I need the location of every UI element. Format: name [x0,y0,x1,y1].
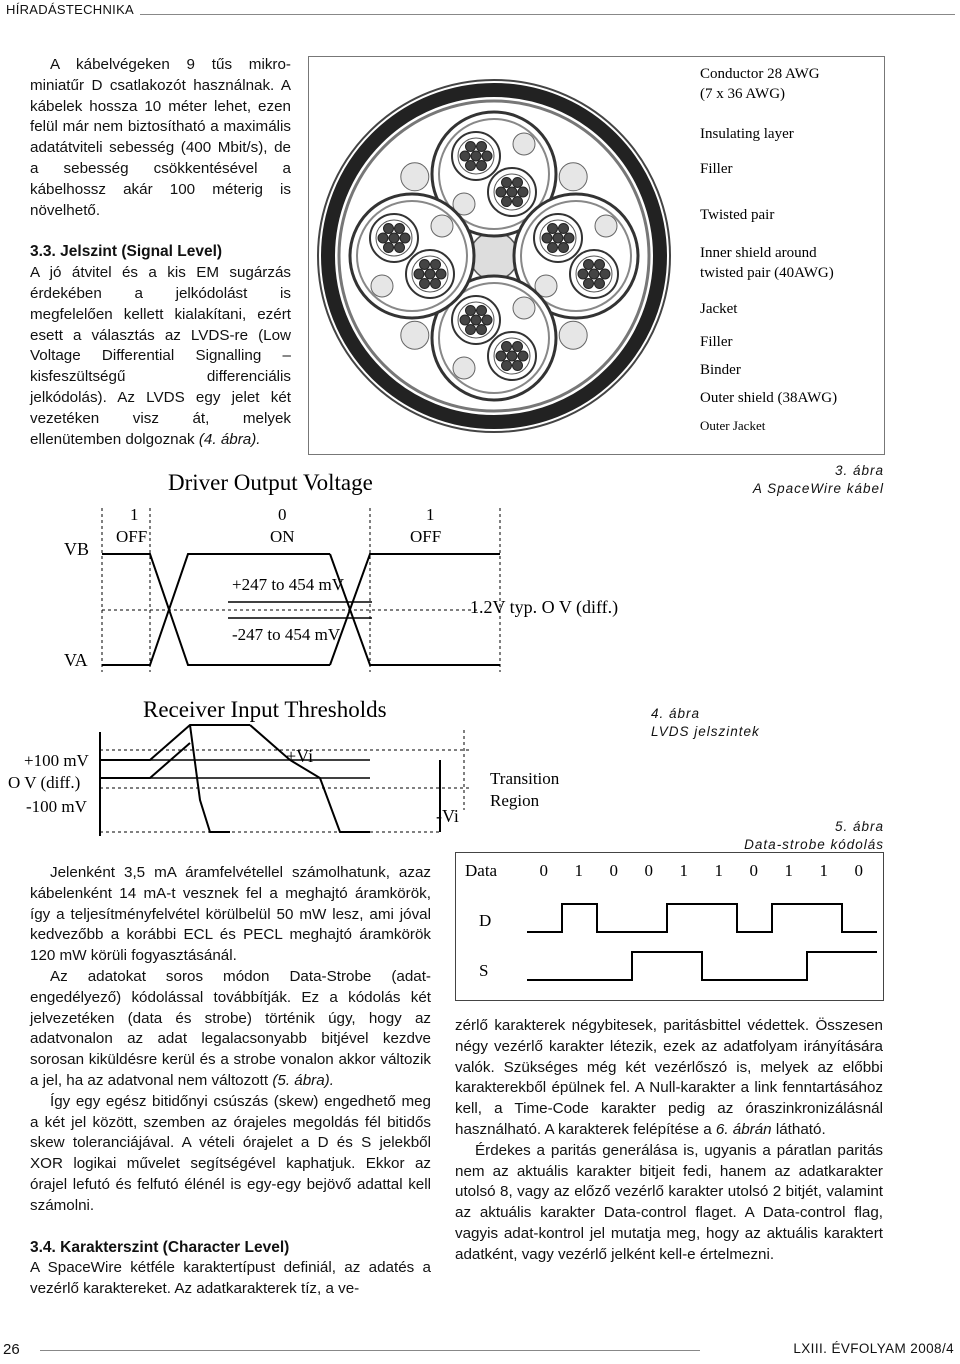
figure-6-reference: 6. ábrán [715,1120,772,1138]
conductor-strand [507,351,517,361]
state-2-label: ON [270,527,295,546]
data-strobe-paragraph: Az adatokat soros módon Data-Strobe (adat-engedélyező) kódolással továbbítják. Ez a kódolás két jelvezetéken (data és strobe) történik úgy, hogy az adatvonalon az adat legalacsonyabb bitjével kezdve sorosan kiküldésre kerül és a strobe vonalon akkor változik a jel, ha az adatvonal nem változott (5. ábra). [30,967,431,1089]
conductor-strand [420,279,430,289]
figure-5-data-strobe-diagram [455,852,885,1002]
conductor-strand [384,223,394,233]
bottom-right-column [455,1016,883,1266]
label-filler-2: Filler [700,334,733,350]
d-signal-label: D [479,911,492,930]
footer-rule [40,1350,700,1351]
state-3-label: OFF [410,527,442,546]
conductor-strand [553,233,563,243]
figure-4-caption: 4. ábra LVDS jelszintek [651,706,760,739]
conductor-strand [482,315,492,325]
page-number: 26 [3,1341,20,1358]
data-bit: 1 [784,861,793,880]
section-3-3-paragraph: A jó átvitel és a kis EM sugárzás érdekében a jelkódolást is megfelelően kellett kialakítani, ezért esett a választás az LVDS-re (Low Voltage Differential Signalling – kisfeszültségű differenciális jelkódolás). Az LVDS egy jelet két vezetéken visz át, melyek ellenütemben dolgoznak (4. ábra). [30,264,291,448]
label-binder: Binder [700,362,741,378]
minus-vi-label: -Vi [436,806,459,826]
intro-paragraph: A kábelvégeken 9 tűs mikro-miniatűr D csatlakozót használnak. A kábelek hossza 10 méter lehet, ezen felül már nem biztosítható a maximális adatátviteli sebesség (400 Mbit/s), de a sebesség csökkentésével a kábelhossz akár 100 méterig is növelhető. [30,56,291,219]
conductor-strand [389,233,399,243]
label-conductor: Conductor 28 AWG [700,66,820,82]
pair-filler [453,357,475,379]
conductor-strand [584,259,594,269]
conductor-strand [513,361,523,371]
conductor-strand [400,233,410,243]
conductor-strand [431,279,441,289]
control-char-paragraph: zérlő karakterek négybitesek, paritásbittel védettek. Összesen négy vezérlő karakter létezik, ezek az adatfolyam irányítására valók. Szükséges még két vezérlőszó is, melyek az előbbi karakterekből épülnek fel. A Null-karakter a link fenntartásához kell, a Time-Code karakter pedig az óraszinkronizálásnál használható. A karakterek felépítése a 6. ábrán látható. [455,1017,883,1138]
typical-voltage-label: 1.2V typ. O V (diff.) [470,597,619,617]
conductor-strand [542,233,552,243]
conductor-strand [584,279,594,289]
conductor-strand [477,325,487,335]
top-left-column [30,55,291,450]
label-outer-shield: Outer shield (38AWG) [700,390,838,406]
plus-100mv-label: +100 mV [24,751,89,770]
pair-filler [513,133,535,155]
outer-filler [559,321,587,349]
data-bit: 1 [574,861,583,880]
pair-shield [357,201,467,311]
conductor-strand [420,259,430,269]
driver-output-title: Driver Output Voltage [168,470,373,495]
volume-label: LXIII. ÉVFOLYAM 2008/4 [793,1341,954,1356]
transition-label: Transition [490,769,560,788]
state-3-bit: 1 [426,505,435,524]
data-row-label: Data [465,861,498,880]
va-label: VA [64,650,88,670]
character-paragraph: A SpaceWire kétféle karaktertípust definiál, az adatés a vezérlő karaktereket. Az adatkarakterek tíz, a ve- [30,1259,431,1298]
twisted-pair [350,194,474,318]
figure-5-reference: (5. ábra). [272,1071,334,1089]
label-inner-shield-spec: twisted pair (40AWG) [700,265,834,281]
state-2-bit: 0 [278,505,287,524]
figure-4-lvds-diagram [0,460,640,838]
conductor-strand [471,315,481,325]
zero-diff-label: O V (diff.) [8,773,81,792]
pair-filler [431,215,453,237]
minus-100mv-label: -100 mV [26,797,87,816]
data-bit: 0 [854,861,863,880]
conductor-strand [395,223,405,233]
conductor-strand [518,187,528,197]
outer-filler [559,163,587,191]
journal-title: HÍRADÁSTECHNIKA [6,2,135,17]
plus-range-label: +247 to 454 mV [232,575,345,594]
conductor-strand [518,351,528,361]
conductor-strand [431,259,441,269]
skew-paragraph: Így egy egész bitidőnyi csúszás (skew) engedhető meg a két jel között, szemben az órajeles megoldás fél bitidős skew toleranciájával. A vételi órajelet a D és S jelekből XOR logikai művelet segítségével kaphatjuk. Ekkor az órajel lefutó és felfutó élénél is egy-egy bejövő adattal kell számolni. [30,1092,431,1214]
conductor-strand [502,197,512,207]
conductor-strand [589,269,599,279]
conductor-strand [395,243,405,253]
power-paragraph: Jelenként 3,5 mA áramfelvétellel számolhatunk, azaz kábelenként 14 mA-t vesznek fel a meghajtó áramkörök, így a teljesítményfelvétel körülbelül 50 mW lesz, ami jóval kedvezőbb a korábbi ECL és PECL meghajtó áramkörök 120 mW körüli fogyasztásánál. [30,864,431,965]
conductor-strand [595,279,605,289]
conductor-strand [466,325,476,335]
data-bit: 0 [644,861,653,880]
figure-3-cable-diagram [308,56,886,456]
conductor-strand [414,269,424,279]
label-twisted-pair: Twisted pair [700,207,775,223]
conductor-strand [559,223,569,233]
conductor-strand [471,151,481,161]
data-bit: 0 [609,861,618,880]
parity-paragraph: Érdekes a paritás generálása is, ugyanis a páratlan paritás nem az aktuális karakter bitjeit fedi, hanem az adatkarakter utolsó 8, vagy az előző vezérlő karakter utolsó 2 bitjét, valamint az aktuális karakter Data-control flaget. A Data-control flag, vagyis adat-kontrol jel mutatja meg, hogy az aktuális karaktert adatként, vagy vezérlő jelként kell-e értelmezni. [455,1141,883,1263]
conductor-strand [482,151,492,161]
plus-vi-label: +Vi [286,746,314,766]
data-bit: 1 [819,861,828,880]
pair-filler [371,275,393,297]
conductor-strand [496,187,506,197]
conductor-strand [507,187,517,197]
s-signal-label: S [479,961,489,980]
pair-filler [595,215,617,237]
figure-5-caption: 5. ábra Data-strobe kódolás [744,819,884,852]
outer-filler [401,321,429,349]
minus-range-label: -247 to 454 mV [232,625,341,644]
conductor-strand [477,305,487,315]
conductor-strand [548,223,558,233]
conductor-strand [460,151,470,161]
data-bit: 0 [539,861,548,880]
outer-filler [401,163,429,191]
header-rule [140,14,955,15]
conductor-strand [436,269,446,279]
section-3-4-heading: 3.4. Karakterszint (Character Level) [30,1238,290,1256]
section-3-3-heading: 3.3. Jelszint (Signal Level) [30,243,223,261]
conductor-strand [425,269,435,279]
conductor-strand [496,351,506,361]
label-insulating-layer: Insulating layer [700,126,794,142]
conductor-strand [513,197,523,207]
figure-4-reference: (4. ábra). [198,430,261,448]
vb-label: VB [64,539,90,559]
conductor-strand [559,243,569,253]
figure-3-caption: 3. ábra A SpaceWire kábel [752,463,884,496]
bottom-left-column [30,863,431,1300]
conductor-strand [600,269,610,279]
conductor-strand [502,177,512,187]
conductor-strand [460,315,470,325]
state-1-label: OFF [116,527,148,546]
conductor-strand [502,341,512,351]
conductor-strand [477,161,487,171]
conductor-strand [378,233,388,243]
data-bit: 1 [679,861,688,880]
conductor-strand [384,243,394,253]
conductor-strand [564,233,574,243]
label-outer-jacket: Outer Jacket [700,418,766,433]
label-filler-1: Filler [700,161,733,177]
conductor-strand [513,177,523,187]
state-1-bit: 1 [130,505,139,524]
conductor-strand [502,361,512,371]
cable-cross-section [318,80,670,432]
conductor-strand [578,269,588,279]
conductor-strand [595,259,605,269]
receiver-thresholds-title: Receiver Input Thresholds [143,697,387,722]
data-bit: 1 [714,861,723,880]
conductor-strand [466,305,476,315]
label-jacket: Jacket [700,301,738,317]
pair-filler [513,297,535,319]
data-bit: 0 [749,861,758,880]
conductor-strand [513,341,523,351]
region-label: Region [490,791,540,810]
label-conductor-spec: (7 x 36 AWG) [700,86,786,102]
label-inner-shield: Inner shield around [700,245,817,261]
conductor-strand [477,141,487,151]
conductor-strand [548,243,558,253]
conductor-strand [466,141,476,151]
conductor-strand [466,161,476,171]
